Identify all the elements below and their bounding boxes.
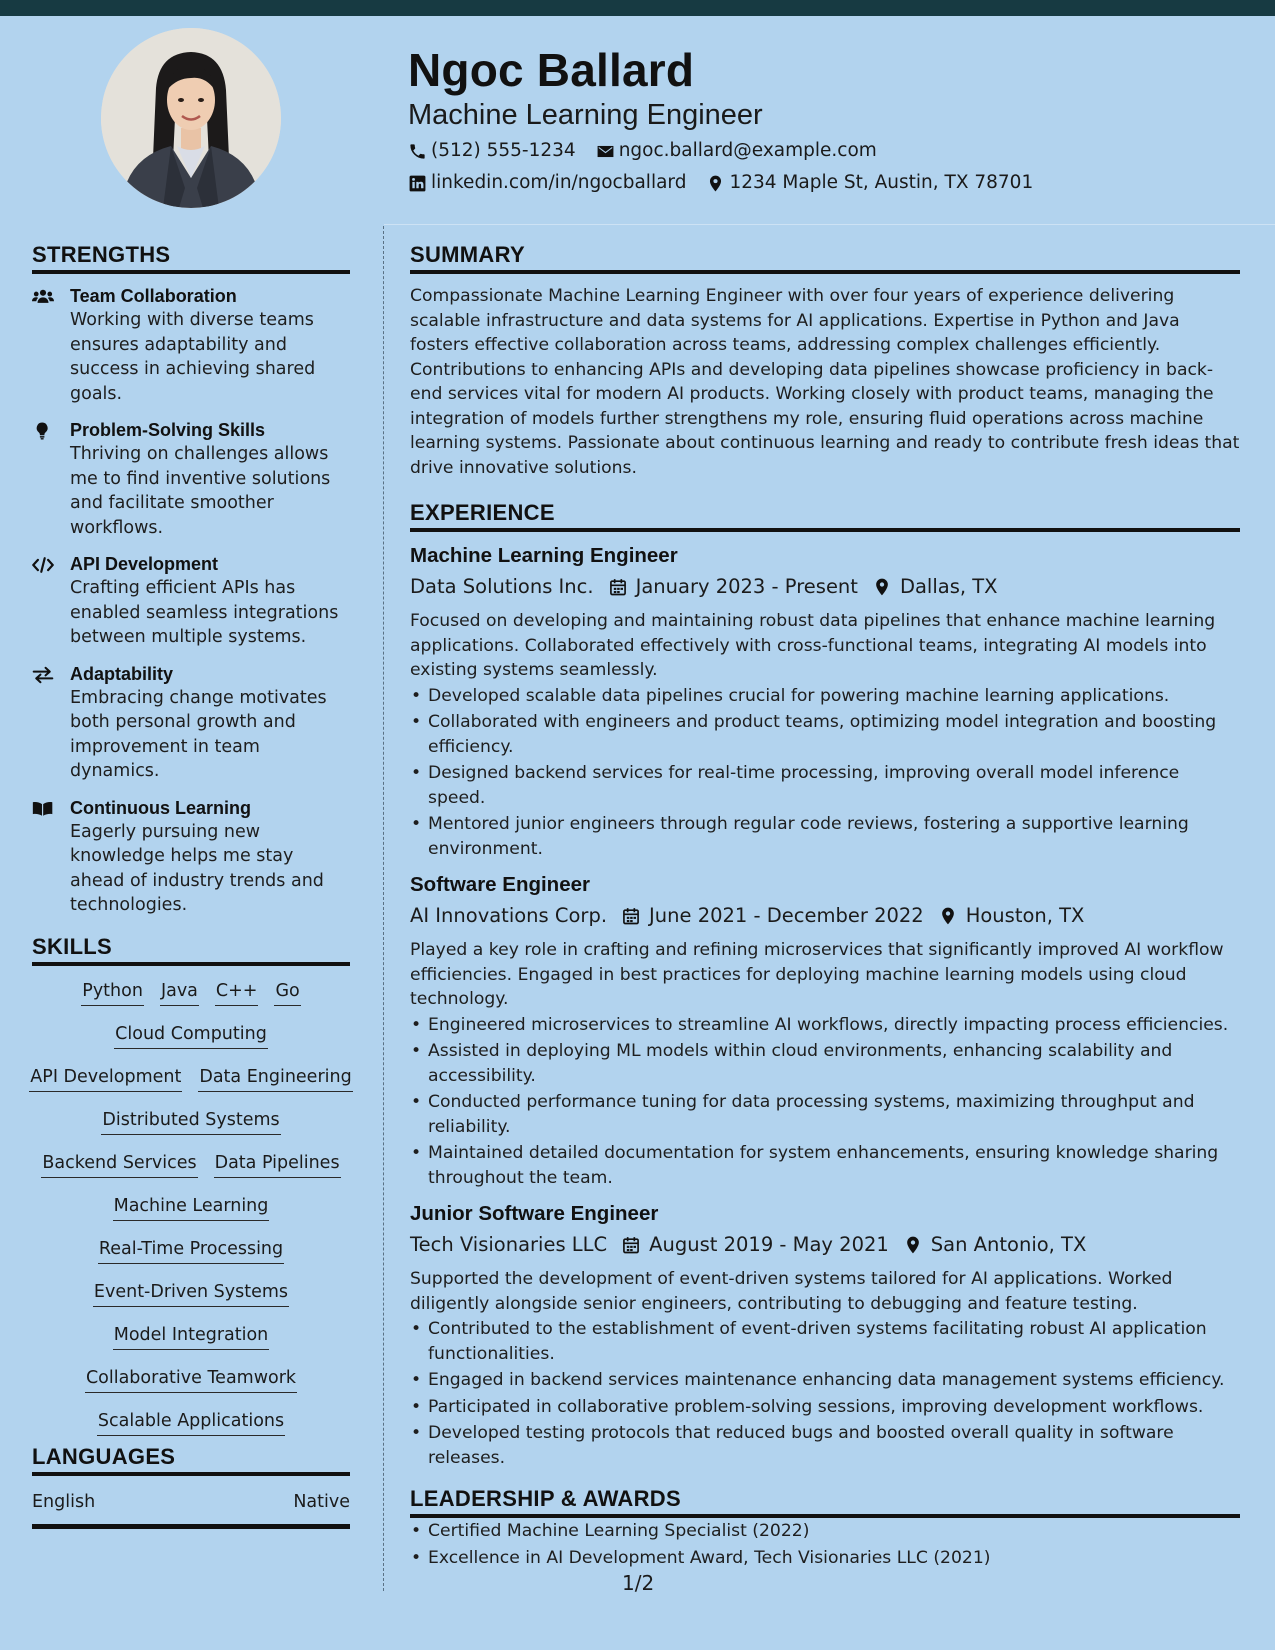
- job-company: [410, 902, 607, 930]
- skill-row: [32, 1193, 350, 1221]
- skill-tag: Cloud Computing: [114, 1021, 268, 1049]
- page-number: 1/2: [622, 1571, 655, 1595]
- job-entry: [410, 542, 1240, 861]
- map-pin-icon: [706, 174, 725, 193]
- profile-photo: [101, 28, 281, 208]
- languages-section: [32, 1442, 350, 1529]
- users-icon: [32, 287, 54, 307]
- strength-desc: Eagerly pursuing new knowledge helps me stay ahead of industry trends and technologies.: [70, 821, 324, 915]
- skill-tag: Real-Time Processing: [98, 1236, 284, 1264]
- calendar-icon: [608, 577, 628, 597]
- strength-title: Continuous Learning: [70, 797, 251, 818]
- job-meta: [410, 902, 1240, 930]
- candidate-title: Machine Learning Engineer: [408, 99, 763, 131]
- strength-item: [32, 662, 350, 784]
- skill-row: [32, 1021, 350, 1049]
- column-divider: [383, 226, 384, 1591]
- skill-row: [32, 1236, 350, 1264]
- job-bullets: [410, 1013, 1240, 1191]
- skill-row: [32, 1107, 350, 1135]
- job-bullet: • Engaged in backend services maintenance enhancing data management systems efficiency.: [410, 1368, 1240, 1393]
- skill-tag: Java: [160, 978, 199, 1006]
- skill-row: [32, 1064, 350, 1092]
- top-accent-bar: [0, 0, 1275, 16]
- linkedin-icon: [408, 174, 427, 193]
- profile-photo-illustration: [101, 28, 281, 208]
- candidate-name: Ngoc Ballard: [408, 44, 695, 96]
- dates-text: January 2023 - Present: [635, 575, 858, 598]
- strength-item: [32, 796, 350, 918]
- skills-list: [32, 978, 350, 1436]
- languages-heading: LANGUAGES: [32, 1442, 350, 1476]
- strength-title: Team Collaboration: [70, 286, 237, 306]
- skill-row: [32, 978, 350, 1006]
- lightbulb-icon: [32, 421, 54, 441]
- job-location: [938, 902, 1085, 930]
- job-bullets: [410, 1317, 1240, 1470]
- summary-text: Compassionate Machine Learning Engineer with over four years of experience delivering scalable infrastructure and data systems for AI applications. Expertise in Python and Java fosters effective collaboration across teams, addressing complex challenges efficiently. Contributions to enhancing APIs and developing data pipelines showcase proficiency in back-end services vital for modern AI products. Working closely with product teams, managing the integration of models further strengthens my role, ensuring fluid operations across machine learning systems. Passionate about continuous learning and ready to contribute fresh ideas that drive innovative solutions.: [410, 286, 1240, 478]
- job-bullet: • Conducted performance tuning for data processing systems, maximizing throughput and reliability.: [410, 1090, 1240, 1139]
- job-title: Machine Learning Engineer: [410, 544, 678, 567]
- address-text: 1234 Maple St, Austin, TX 78701: [729, 172, 1034, 193]
- awards-heading: LEADERSHIP & AWARDS: [410, 1484, 1240, 1518]
- calendar-icon: [621, 1235, 641, 1255]
- strengths-section: [32, 240, 350, 918]
- code-icon: [32, 555, 54, 575]
- job-bullet: • Developed testing protocols that reduced bugs and boosted overall quality in software releases.: [410, 1421, 1240, 1470]
- map-pin-icon: [938, 906, 958, 926]
- strength-title: Adaptability: [70, 663, 174, 684]
- skill-row: [32, 1322, 350, 1350]
- location-text: San Antonio, TX: [930, 1233, 1087, 1256]
- job-bullet: • Participated in collaborative problem-solving sessions, improving development workflows.: [410, 1395, 1240, 1420]
- strength-item: [32, 418, 350, 540]
- envelope-icon: [596, 142, 615, 161]
- map-pin-icon: [872, 577, 892, 597]
- skills-section: [32, 932, 350, 1436]
- location-text: Houston, TX: [965, 904, 1085, 927]
- skill-tag: Distributed Systems: [101, 1107, 280, 1135]
- strength-desc: Embracing change motivates both personal growth and improvement in team dynamics.: [70, 687, 327, 781]
- resume-header: [408, 40, 1228, 195]
- contact-phone[interactable]: [408, 139, 576, 163]
- award-item: • Certified Machine Learning Specialist (2022): [410, 1519, 1240, 1544]
- book-icon: [32, 799, 54, 819]
- skill-tag: Scalable Applications: [97, 1408, 285, 1436]
- exchange-icon: [32, 665, 54, 685]
- skills-heading: SKILLS: [32, 932, 350, 966]
- job-bullet: • Maintained detailed documentation for system enhancements, ensuring knowledge sharing throughout the team.: [410, 1141, 1240, 1190]
- language-name: English: [32, 1492, 96, 1512]
- job-bullet: • Designed backend services for real-time processing, improving overall model inference speed.: [410, 761, 1240, 810]
- job-meta: [410, 1231, 1240, 1259]
- language-level: Native: [293, 1492, 350, 1512]
- strength-title: Problem-Solving Skills: [70, 420, 266, 440]
- strength-desc: Working with diverse teams ensures adaptability and success in achieving shared goals.: [70, 310, 316, 404]
- strengths-list: [32, 284, 350, 918]
- strength-title: API Development: [70, 554, 219, 574]
- dates-text: August 2019 - May 2021: [649, 1233, 889, 1256]
- dates-text: June 2021 - December 2022: [649, 904, 924, 927]
- awards-list: [410, 1519, 1240, 1570]
- job-bullet: • Assisted in deploying ML models within cloud environments, enhancing scalability and accessibility.: [410, 1039, 1240, 1088]
- strength-desc: Crafting efficient APIs has enabled seamless integrations between multiple systems.: [70, 578, 339, 647]
- skill-row: [32, 1365, 350, 1393]
- job-entry: [410, 1200, 1240, 1470]
- job-bullet: • Contributed to the establishment of event-driven systems facilitating robust AI application functionalities.: [410, 1317, 1240, 1366]
- skill-tag: Data Engineering: [198, 1064, 352, 1092]
- skill-tag: Collaborative Teamwork: [85, 1365, 297, 1393]
- skill-row: [32, 1150, 350, 1178]
- job-description: Focused on developing and maintaining robust data pipelines that enhance machine learning applications. Collaborated effectively with cross-functional teams, integrating AI models into existing systems seamlessly.: [410, 611, 1216, 680]
- job-location: [872, 573, 998, 601]
- summary-section: [410, 240, 1240, 480]
- skill-row: [32, 1408, 350, 1436]
- job-entry: [410, 871, 1240, 1190]
- calendar-icon: [621, 906, 641, 926]
- contact-linkedin[interactable]: [408, 171, 686, 195]
- company-text: Tech Visionaries LLC: [410, 1233, 608, 1256]
- language-item: [32, 1490, 350, 1529]
- skill-tag: Data Pipelines: [214, 1150, 341, 1178]
- skill-tag: C++: [215, 978, 259, 1006]
- job-title: Software Engineer: [410, 873, 590, 896]
- skill-row: [32, 1279, 350, 1307]
- job-company: [410, 1231, 607, 1259]
- job-dates: [621, 1231, 889, 1259]
- strength-item: [32, 284, 350, 406]
- right-column: [410, 240, 1240, 1572]
- linkedin-text: linkedin.com/in/ngocballard: [431, 172, 687, 193]
- job-bullet: • Developed scalable data pipelines crucial for powering machine learning applications.: [410, 684, 1240, 709]
- skill-tag: Event-Driven Systems: [93, 1279, 289, 1307]
- strength-item: [32, 552, 350, 650]
- contact-row-2: [408, 171, 1228, 195]
- job-description: Supported the development of event-driven systems tailored for AI applications. Worked diligently alongside senior engineers, contributing to debugging and feature testing.: [410, 1269, 1173, 1314]
- contact-row-1: [408, 139, 1228, 163]
- job-bullet: • Engineered microservices to streamline AI workflows, directly impacting process efficiencies.: [410, 1013, 1240, 1038]
- skill-tag: Go: [274, 978, 300, 1006]
- contact-email[interactable]: [596, 139, 877, 163]
- job-title: Junior Software Engineer: [410, 1202, 659, 1225]
- contact-address: [706, 171, 1033, 195]
- job-dates: [621, 902, 924, 930]
- job-bullets: [410, 684, 1240, 862]
- job-bullet: • Collaborated with engineers and product teams, optimizing model integration and boosting efficiency.: [410, 710, 1240, 759]
- job-location: [903, 1231, 1087, 1259]
- header-divider: [384, 224, 1275, 225]
- location-text: Dallas, TX: [899, 575, 998, 598]
- skill-tag: Machine Learning: [113, 1193, 270, 1221]
- summary-heading: SUMMARY: [410, 240, 1240, 274]
- strengths-heading: STRENGTHS: [32, 240, 350, 274]
- phone-text: (512) 555-1234: [431, 140, 576, 161]
- map-pin-icon: [903, 1235, 923, 1255]
- company-text: AI Innovations Corp.: [410, 904, 608, 927]
- strength-desc: Thriving on challenges allows me to find inventive solutions and facilitate smoother workflows.: [70, 444, 331, 538]
- skill-tag: Backend Services: [41, 1150, 197, 1178]
- skill-tag: Model Integration: [113, 1322, 270, 1350]
- email-text: ngoc.ballard@example.com: [618, 140, 877, 161]
- job-meta: [410, 573, 1240, 601]
- phone-icon: [408, 142, 427, 161]
- job-dates: [608, 573, 858, 601]
- award-item: • Excellence in AI Development Award, Tech Visionaries LLC (2021): [410, 1546, 1240, 1571]
- left-column: [32, 240, 350, 1451]
- skill-tag: Python: [81, 978, 144, 1006]
- job-company: [410, 573, 594, 601]
- job-description: Played a key role in crafting and refining microservices that significantly improved AI workflow efficiencies. Engaged in best practices for deploying machine learning models using cloud technology.: [410, 940, 1224, 1009]
- experience-heading: EXPERIENCE: [410, 498, 1240, 532]
- job-bullet: • Mentored junior engineers through regular code reviews, fostering a supportive learning environment.: [410, 812, 1240, 861]
- awards-section: [410, 1484, 1240, 1570]
- company-text: Data Solutions Inc.: [410, 575, 594, 598]
- experience-section: [410, 498, 1240, 1470]
- skill-tag: API Development: [29, 1064, 182, 1092]
